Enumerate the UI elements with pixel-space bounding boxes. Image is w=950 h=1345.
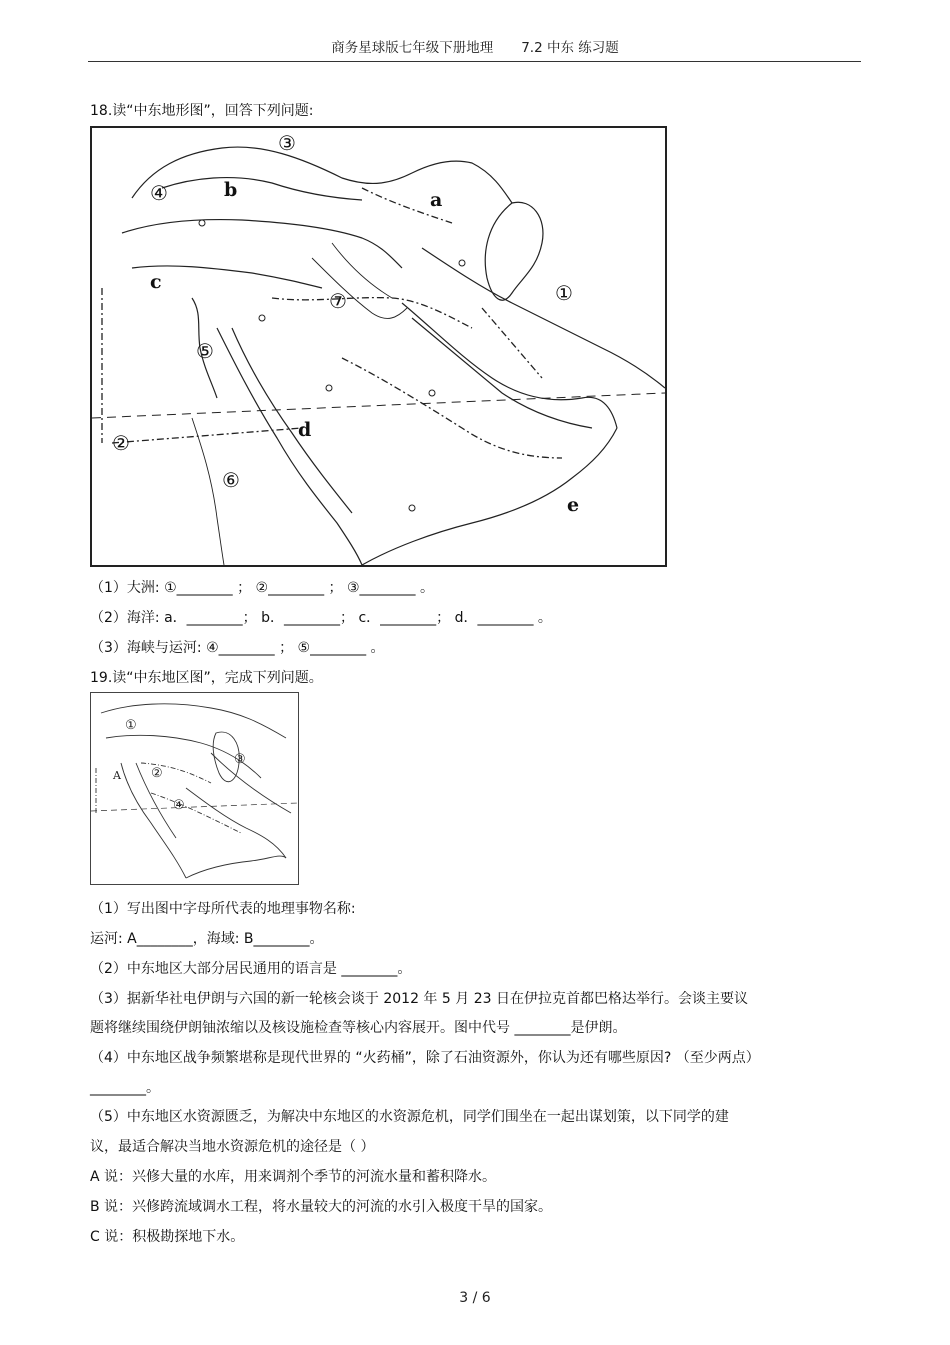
q19-s4b: ________。 <box>90 1080 160 1096</box>
q19-option-a: A 说：兴修大量的水库，用来调剂个季节的河流水量和蓄积降水。 <box>90 1169 497 1185</box>
page-number: 3 / 6 <box>459 1290 491 1306</box>
page-header <box>0 36 950 56</box>
q19-title: 19.读“中东地区图”，完成下列问题。 <box>90 670 323 686</box>
map1-label-6: ⑥ <box>222 468 240 492</box>
q19-s1: （1）写出图中字母所代表的地理事物名称: <box>90 901 356 917</box>
map2-label-2: ② <box>151 766 163 781</box>
header-course: 商务星球版七年级下册地理 <box>331 40 494 56</box>
map1-label-7: ⑦ <box>329 289 347 313</box>
q19-option-b: B 说：兴修跨流域调水工程，将水量较大的河流的水引入极度干旱的国家。 <box>90 1199 553 1215</box>
map1-label-2: ② <box>112 431 130 455</box>
map1-label-1: ① <box>555 281 573 305</box>
q19-s5b: 议，最适合解决当地水资源危机的途径是（ ） <box>90 1139 375 1155</box>
map1-letter-c: c <box>150 271 162 293</box>
q18-sub3: （3）海峡与运河: ④________ ； ⑤________ 。 <box>90 640 385 656</box>
map1-label-4: ④ <box>150 181 168 205</box>
q19-s5a: （5）中东地区水资源匮乏，为解决中东地区的水资源危机，同学们围坐在一起出谋划策，以下同学的建 <box>90 1109 729 1125</box>
q19-s3a: （3）据新华社电伊朗与六国的新一轮核会谈于 2012 年 5 月 23 日在伊拉克首都巴格达举行。会谈主要议 <box>90 991 748 1007</box>
map1-letter-d: d <box>298 419 312 441</box>
map1-label-3: ③ <box>278 131 296 155</box>
q19-s1b: 运河: A________，海域: B________。 <box>90 931 324 947</box>
q18-sub2: （2）海洋: a．________； b．________； c．________； d．________ 。 <box>90 610 552 626</box>
map2-label-1: ① <box>125 718 137 733</box>
q19-s2: （2）中东地区大部分居民通用的语言是 ________。 <box>90 961 412 977</box>
q18-sub1: （1）大洲: ①________ ； ②________ ； ③________ 。 <box>90 580 434 596</box>
middle-east-region-map <box>90 692 299 885</box>
map2-label-4: ④ <box>173 798 185 813</box>
q19-s4a: （4）中东地区战争频繁堪称是现代世界的 “火药桶”，除了石油资源外，你认为还有哪些原因? （至少两点） <box>90 1050 760 1066</box>
map2-label-3: ③ <box>234 752 246 767</box>
header-lesson: 7.2 中东 练习题 <box>521 40 619 56</box>
map2-letter-A: A <box>113 769 121 782</box>
header-rule <box>88 61 861 62</box>
middle-east-terrain-map <box>90 126 667 567</box>
map1-label-5: ⑤ <box>196 339 214 363</box>
q19-option-c: C 说：积极勘探地下水。 <box>90 1229 245 1245</box>
map1-letter-e: e <box>567 494 580 516</box>
q19-s3b: 题将继续围绕伊朗铀浓缩以及核设施检查等核心内容展开。图中代号 ________是伊朗。 <box>90 1020 627 1036</box>
q18-title: 18.读“中东地形图”，回答下列问题: <box>90 103 314 119</box>
map1-letter-a: a <box>430 189 443 211</box>
map1-letter-b: b <box>224 179 238 201</box>
